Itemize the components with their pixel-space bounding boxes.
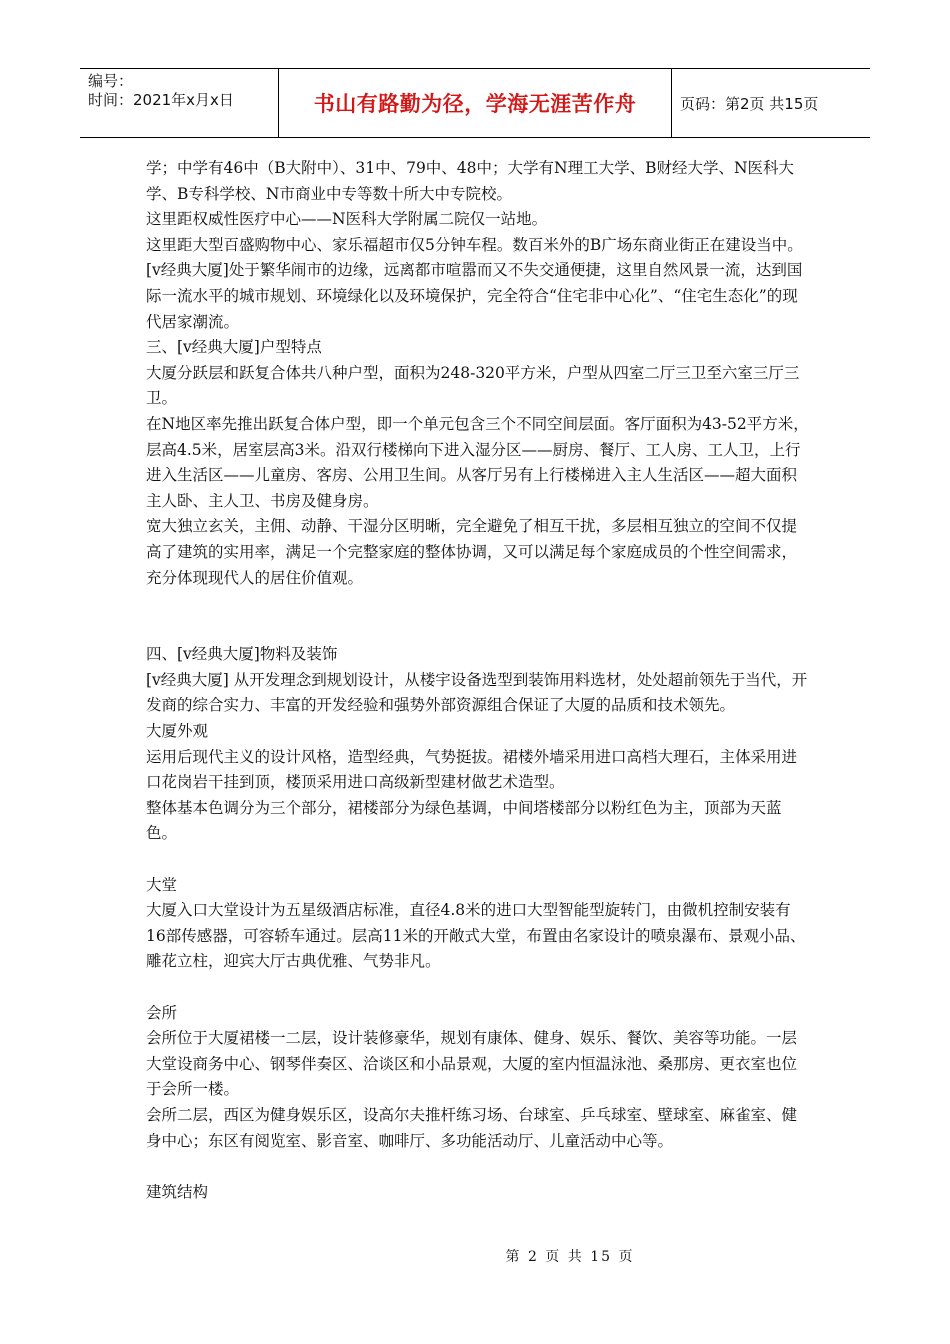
body-paragraph: 大厦分跃层和跃复合体共八种户型，面积为248-320平方米，户型从四室二厅三卫至六室三厅三卫。 <box>146 363 800 408</box>
body-paragraph: 建筑结构 <box>146 1182 209 1201</box>
body-paragraph: 在N地区率先推出跃复合体户型，即一个单元包含三个不同空间层面。客厅面积为43-52平方米，层高4.5米，居室层高3米。沿双行楼梯向下进入湿分区——厨房、餐厅、工人房、工人卫，上行进入生活区——儿童房、客房、公用卫生间。从客厅另有上行楼梯进入主人生活区——超大面积主人卧、主人卫、书房及健身房。 <box>146 414 809 510</box>
blank-line <box>146 591 810 617</box>
header-meta <box>80 69 278 137</box>
page-footer <box>0 1246 950 1266</box>
blank-line <box>146 617 810 643</box>
header-motto-box <box>278 69 672 137</box>
body-paragraph: 这里距大型百盛购物中心、家乐福超市仅5分钟车程。数百米外的B广场东商业街正在建设当中。 <box>146 235 803 254</box>
document-date: 时间：2021年x月x日 <box>88 91 234 109</box>
body-paragraph: 四、[v经典大厦]物料及装饰 <box>146 645 338 664</box>
document-body <box>146 156 810 1205</box>
page-header <box>80 68 870 138</box>
body-paragraph: 会所二层，西区为健身娱乐区，设高尔夫推杆练习场、台球室、乒乓球室、壁球室、麻雀室、健身中心；东区有阅览室、影音室、咖啡厅、多功能活动厅、儿童活动中心等。 <box>146 1105 798 1150</box>
body-paragraph: 宽大独立玄关，主佣、动静、干湿分区明晰，完全避免了相互干扰，多层相互独立的空间不仅提高了建筑的实用率，满足一个完整家庭的整体协调，又可以满足每个家庭成员的个性空间需求，充分体现现代人的居住价值观。 <box>146 517 798 587</box>
header-page-info: 页码：第2页 共15页 <box>680 94 819 113</box>
body-paragraph: [v经典大厦]处于繁华闹市的边缘，远离都市喧嚣而又不失交通便捷，这里自然风景一流，达到国际一流水平的城市规划、环境绿化以及环境保护，完全符合“住宅非中心化”、“住宅生态化”的现代居家潮流。 <box>146 261 803 331</box>
body-paragraph: 会所位于大厦裙楼一二层，设计装修豪华，规划有康体、健身、娱乐、餐饮、美容等功能。一层大堂设商务中心、钢琴伴奏区、洽谈区和小品景观，大厦的室内恒温泳池、桑那房、更衣室也位于会所一楼。 <box>146 1029 798 1099</box>
body-paragraph: 三、[v经典大厦]户型特点 <box>146 338 322 357</box>
blank-line <box>146 1154 810 1180</box>
body-paragraph: 大厦入口大堂设计为五星级酒店标准，直径4.8米的进口大型智能型旋转门，由微机控制安装有16部传感器，可容轿车通过。层高11米的开敞式大堂，布置由名家设计的喷泉瀑布、景观小品、雕花立柱，迎宾大厅古典优雅、气势非凡。 <box>146 901 806 971</box>
body-paragraph: 这里距权威性医疗中心——N医科大学附属二院仅一站地。 <box>146 210 548 229</box>
body-paragraph: 大堂 <box>146 875 178 894</box>
document-code: 编号： <box>88 72 134 90</box>
body-paragraph: 大厦外观 <box>146 722 209 741</box>
body-paragraph: 运用后现代主义的设计风格，造型经典，气势挺拔。裙楼外墙采用进口高档大理石，主体采用进口花岗岩干挂到顶，楼顶采用进口高级新型建材做艺术造型。 <box>146 747 798 792</box>
header-motto: 书山有路勤为径，学海无涯苦作舟 <box>313 92 637 116</box>
body-paragraph: 学；中学有46中（B大附中）、31中、79中、48中；大学有N理工大学、B财经大学、N医科大学、B专科学校、N市商业中专等数十所大中专院校。 <box>146 159 795 203</box>
header-page-box <box>670 69 870 137</box>
blank-line <box>146 975 810 1001</box>
body-paragraph: 整体基本色调分为三个部分，裙楼部分为绿色基调，中间塔楼部分以粉红色为主，顶部为天蓝色。 <box>146 798 782 843</box>
footer-page-number: 第 2 页 共 15 页 <box>505 1249 635 1265</box>
blank-line <box>146 847 810 873</box>
body-paragraph: [v经典大厦] 从开发理念到规划设计，从楼宇设备选型到装饰用料选材，处处超前领先于当代，开发商的综合实力、丰富的开发经验和强势外部资源组合保证了大厦的品质和技术领先。 <box>146 670 808 715</box>
body-paragraph: 会所 <box>146 1003 178 1022</box>
